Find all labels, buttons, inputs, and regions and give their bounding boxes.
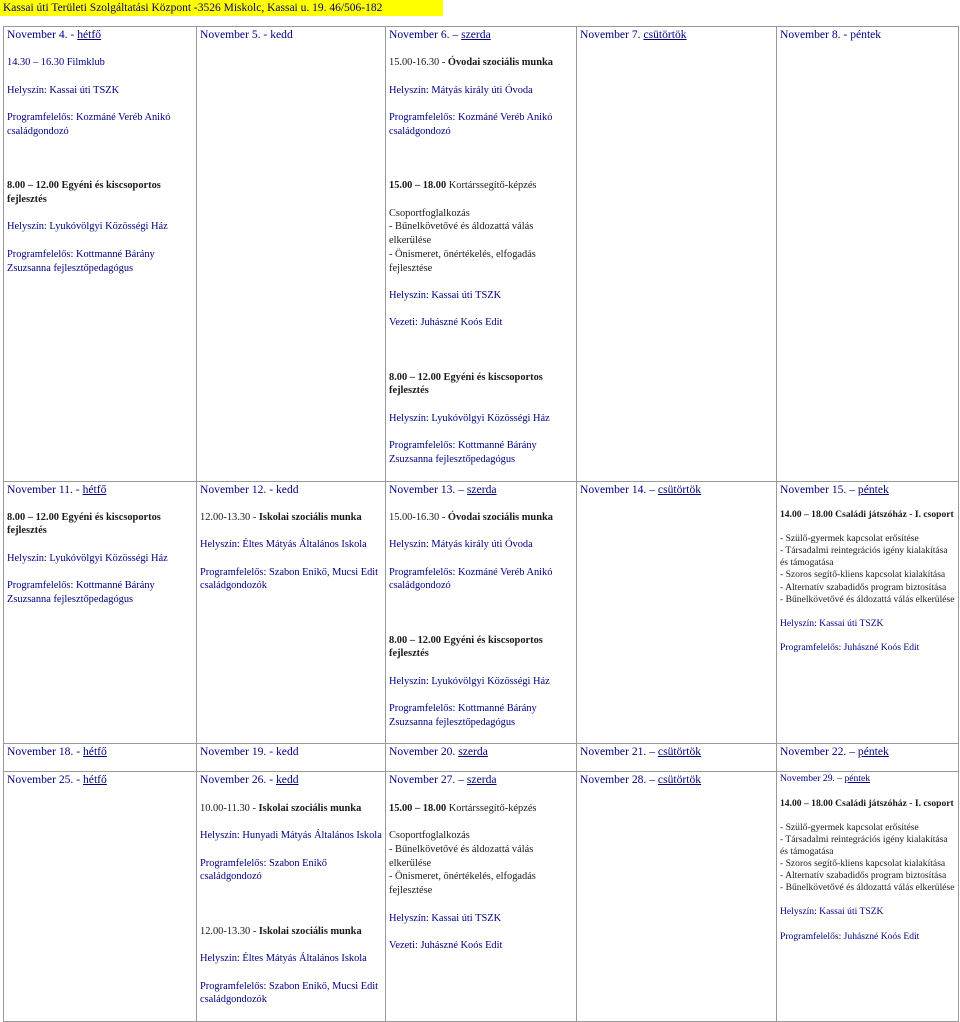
event-jatszohaz: 14.00 – 18.00 Családi játszóház - I. csoport - Szülő-gyermek kapcsolat erősítése - Társadalmi reintegrációs igény kialakítása és támogatása - Szoros segítő-kliens kapcsolat kialakítása - Alternatív szabadidős program biztosítása - Bűnelkövetővé és áldozattá válás elkerülése Helyszín: Kassai úti TSZK Programfelelős: Juhászné Koós Edit (780, 509, 955, 653)
day-cell-nov-29 (777, 772, 959, 1021)
day-heading: November 18. - hétfő (7, 745, 107, 759)
day-heading: November 6. – szerda (389, 28, 491, 41)
day-cell-nov-15 (777, 481, 959, 744)
day-cell-nov-4 (4, 27, 197, 482)
event-fejlesztes: 8.00 – 12.00 Egyéni és kiscsoportos fejlesztés Helyszín: Lyukóvölgyi Közösségi Ház Programfelelős: Kottmanné Bárány Zsuzsanna fejlesztőpedagógus (7, 511, 168, 606)
day-heading: November 21. – csütörtök (580, 745, 702, 759)
week-row-4 (4, 772, 959, 1021)
week-row-2 (4, 481, 959, 744)
schedule-table (3, 26, 959, 1022)
page-header: Kassai úti Területi Szolgáltatási Központ -3526 Miskolc, Kassai u. 19. 46/506-182 (0, 0, 443, 16)
day-cell-nov-26 (197, 772, 386, 1021)
event-iskolai-2: 12.00-13.30 - Iskolai szociális munka Helyszín: Éltes Mátyás Általános Iskola Programfelelős: Szabon Enikő, Mucsi Edit családgondozók (200, 925, 379, 1006)
day-cell-nov-12 (197, 481, 386, 744)
day-cell-nov-11 (4, 481, 197, 744)
day-cell-nov-6 (386, 27, 577, 482)
day-cell-nov-8 (777, 27, 959, 482)
event-kortarssegito: 15.00 – 18.00 Kortárssegítő-képzés Csoportfoglalkozás - Bűnelkövetővé és áldozattá válás elkerülése - Önismeret, önértékelés, elfogadás fejlesztése Helyszín: Kassai úti TSZK Vezeti: Juhászné Koós Edit (389, 802, 537, 952)
day-heading: November 26. - kedd (200, 773, 299, 787)
event-fejlesztes: 8.00 – 12.00 Egyéni és kiscsoportos fejlesztés Helyszín: Lyukóvölgyi Közösségi Ház Programfelelős: Kottmanné Bárány Zsuzsanna fejlesztőpedagógus (7, 180, 168, 274)
day-heading: November 8. - péntek (780, 28, 882, 41)
day-heading: November 4. - hétfő (7, 28, 102, 41)
day-heading: November 13. – szerda (389, 482, 497, 496)
day-heading: November 11. - hétfő (7, 482, 107, 496)
day-heading: November 28. – csütörtök (580, 773, 702, 787)
day-heading: November 12. - kedd (200, 482, 299, 496)
day-cell-nov-25 (4, 772, 197, 1021)
week-row-3 (4, 744, 959, 772)
day-heading: November 22. – péntek (780, 745, 889, 759)
day-heading: November 14. – csütörtök (580, 482, 702, 496)
day-heading: November 15. – péntek (780, 482, 889, 496)
event-filmklub: 14.30 – 16.30 Filmklub Helyszín: Kassai úti TSZK Programfelelős: Kozmáné Veréb Anikó családgondozó (7, 57, 171, 137)
day-heading: November 7. csütörtök (580, 28, 687, 41)
event-iskolai-1: 10.00-11.30 - Iskolai szociális munka Helyszín: Hunyadi Mátyás Általános Iskola Programfelelős: Szabon Enikő családgondozó (200, 802, 382, 883)
week-row-1 (4, 27, 959, 482)
event-fejlesztes: 8.00 – 12.00 Egyéni és kiscsoportos fejlesztés Helyszín: Lyukóvölgyi Közösségi Ház Programfelelős: Kottmanné Bárány Zsuzsanna fejlesztőpedagógus (389, 634, 550, 729)
day-cell-nov-7 (577, 27, 777, 482)
day-cell-nov-20 (386, 744, 577, 772)
day-cell-nov-22 (777, 744, 959, 772)
day-cell-nov-5 (197, 27, 386, 482)
day-cell-nov-19 (197, 744, 386, 772)
day-cell-nov-18 (4, 744, 197, 772)
event-ovodai: 15.00-16.30 - Óvodai szociális munka Helyszín: Mátyás király úti Óvoda Programfelelős: Kozmáné Veréb Anikó családgondozó (389, 57, 553, 137)
day-cell-nov-28 (577, 772, 777, 1021)
day-heading: November 20. szerda (389, 745, 488, 759)
day-cell-nov-27 (386, 772, 577, 1021)
day-cell-nov-14 (577, 481, 777, 744)
event-fejlesztes: 8.00 – 12.00 Egyéni és kiscsoportos fejlesztés Helyszín: Lyukóvölgyi Közösségi Ház Programfelelős: Kottmanné Bárány Zsuzsanna fejlesztőpedagógus (389, 371, 550, 466)
day-cell-nov-13 (386, 481, 577, 744)
day-heading: November 19. - kedd (200, 745, 299, 759)
day-heading: November 25. - hétfő (7, 773, 107, 787)
event-kortarssegito: 15.00 – 18.00 Kortárssegítő-képzés Csoportfoglalkozás - Bűnelkövetővé és áldozattá válás elkerülése - Önismeret, önértékelés, elfogadás fejlesztése Helyszín: Kassai úti TSZK Vezeti: Juhászné Koós Edit (389, 180, 537, 329)
event-jatszohaz: 14.00 – 18.00 Családi játszóház - I. csoport - Szülő-gyermek kapcsolat erősítése - Társadalmi reintegrációs igény kialakítása és támogatása - Szoros segítő-kliens kapcsolat kialakítása - Alternatív szabadidős program biztosítása - Bűnelkövetővé és áldozattá válás elkerülése Helyszín: Kassai úti TSZK Programfelelős: Juhászné Koós Edit (780, 797, 955, 942)
event-iskolai: 12.00-13.30 - Iskolai szociális munka Helyszín: Éltes Mátyás Általános Iskola Programfelelős: Szabon Enikő, Mucsi Edit családgondozók (200, 511, 379, 592)
day-heading: November 5. - kedd (200, 28, 293, 41)
day-heading: November 27. – szerda (389, 773, 497, 787)
day-heading: November 29. – péntek (780, 773, 871, 785)
day-cell-nov-21 (577, 744, 777, 772)
event-ovodai: 15.00-16.30 - Óvodai szociális munka Helyszín: Mátyás király úti Óvoda Programfelelős: Kozmáné Veréb Anikó családgondozó (389, 511, 553, 592)
